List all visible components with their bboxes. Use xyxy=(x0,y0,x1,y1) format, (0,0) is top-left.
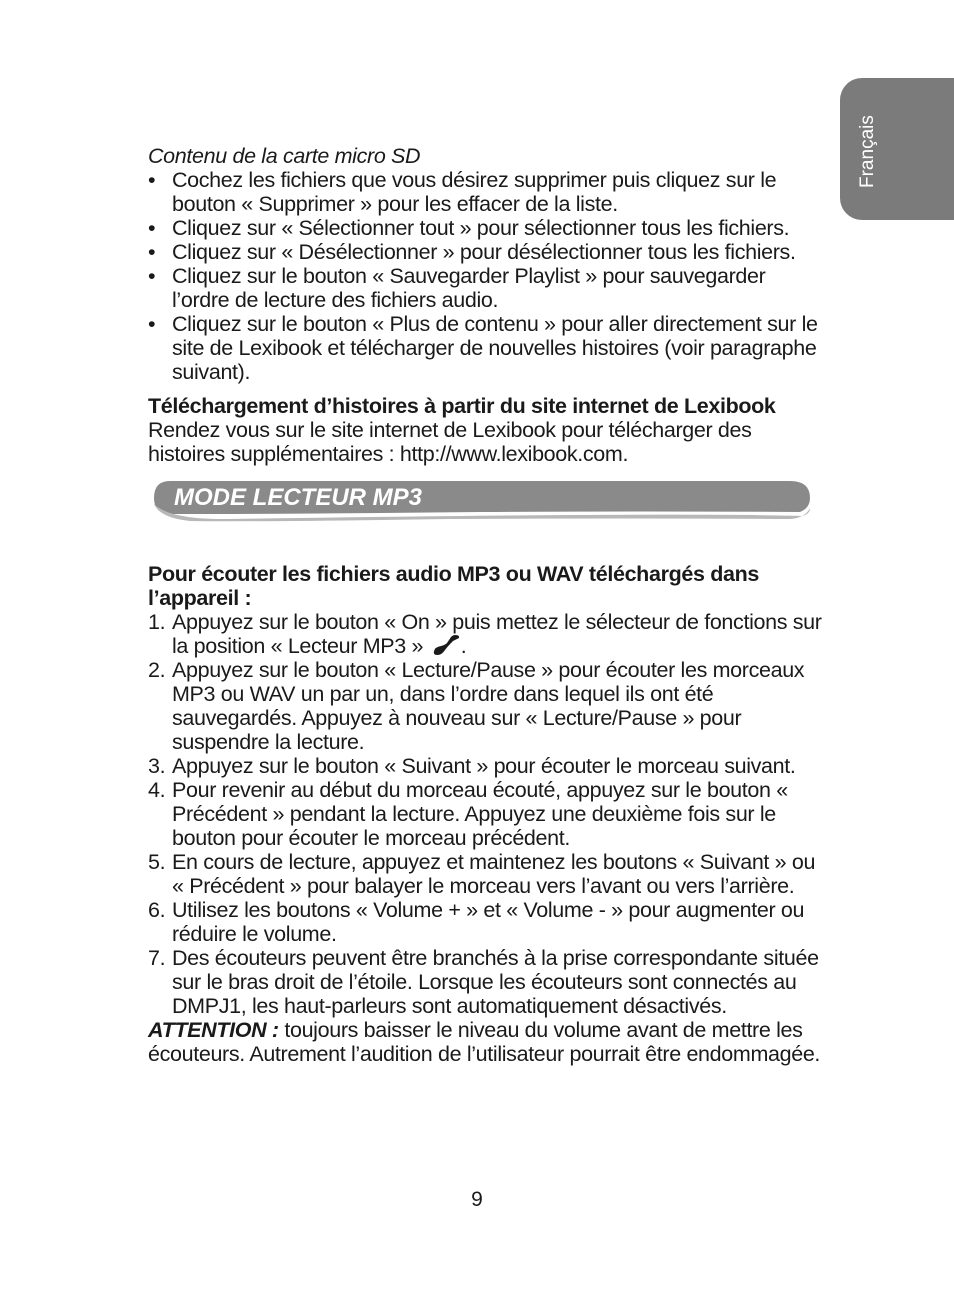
download-paragraph: Rendez vous sur le site internet de Lexibook pour télécharger des histoires supplémentaires : http://www.lexibook.com. xyxy=(148,418,752,466)
section-banner xyxy=(150,478,810,562)
attention-text: toujours baisser le niveau du volume avant de mettre les écouteurs. Autrement l’audition de l’utilisateur pourrait être endommagée. xyxy=(148,1018,821,1066)
list-item: 3. Appuyez sur le bouton « Suivant » pour écouter le morceau suivant. xyxy=(148,754,796,778)
section-heading-micro-sd: Contenu de la carte micro SD xyxy=(148,144,421,168)
list-item: 7. Des écouteurs peuvent être branchés à la prise correspondante située sur le bras droit de l’étoile. Lorsque les écouteurs sont connectés au DMPJ1, les haut-parleurs sont automatiquement désactivés. xyxy=(148,946,819,1018)
list-item: • Cliquez sur le bouton « Sauvegarder Playlist » pour sauvegarder l’ordre de lecture des fichiers audio. xyxy=(148,264,828,312)
banner-title: MODE LECTEUR MP3 xyxy=(174,484,423,511)
section-heading-download: Téléchargement d’histoires à partir du site internet de Lexibook xyxy=(148,394,776,418)
list-item: 4. Pour revenir au début du morceau écouté, appuyez sur le bouton « Précédent » pendant la lecture. Appuyez une deuxième fois sur le bouton pour écouter le morceau précédent. xyxy=(148,778,788,850)
music-note-icon xyxy=(433,634,461,656)
mp3-steps-list xyxy=(148,610,828,1018)
page-content xyxy=(148,144,828,1066)
list-item: • Cliquez sur le bouton « Plus de contenu » pour aller directement sur le site de Lexibook et télécharger de nouvelles histoires (voir paragraphe suivant). xyxy=(148,312,828,384)
list-item: 1. Appuyez sur le bouton « On » puis mettez le sélecteur de fonctions sur la position « Lecteur MP3 » . xyxy=(148,610,822,658)
list-item: • Cochez les fichiers que vous désirez supprimer puis cliquez sur le bouton « Supprimer » pour les effacer de la liste. xyxy=(148,168,828,216)
attention-paragraph xyxy=(148,1018,828,1066)
page-number: 9 xyxy=(471,1188,483,1211)
list-item: • Cliquez sur « Désélectionner » pour désélectionner tous les fichiers. xyxy=(148,240,828,264)
list-item: • Cliquez sur « Sélectionner tout » pour sélectionner tous les fichiers. xyxy=(148,216,828,240)
language-tab-label: Français xyxy=(857,115,878,189)
list-item: 2. Appuyez sur le bouton « Lecture/Pause » pour écouter les morceaux MP3 ou WAV un par un, dans l’ordre dans lequel ils ont été sauvegardés. Appuyez à nouveau sur « Lecture/Pause » pour suspendre la lecture. xyxy=(148,658,805,754)
list-item: 6. Utilisez les boutons « Volume + » et « Volume - » pour augmenter ou réduire le volume. xyxy=(148,898,805,946)
attention-label: ATTENTION : xyxy=(148,1018,279,1042)
micro-sd-bullet-list xyxy=(148,168,828,384)
section-heading-mp3: Pour écouter les fichiers audio MP3 ou WAV téléchargés dans l’appareil : xyxy=(148,562,759,610)
list-item: 5. En cours de lecture, appuyez et maintenez les boutons « Suivant » ou « Précédent » pour balayer le morceau vers l’avant ou vers l’arrière. xyxy=(148,850,816,898)
language-tab xyxy=(840,78,954,220)
